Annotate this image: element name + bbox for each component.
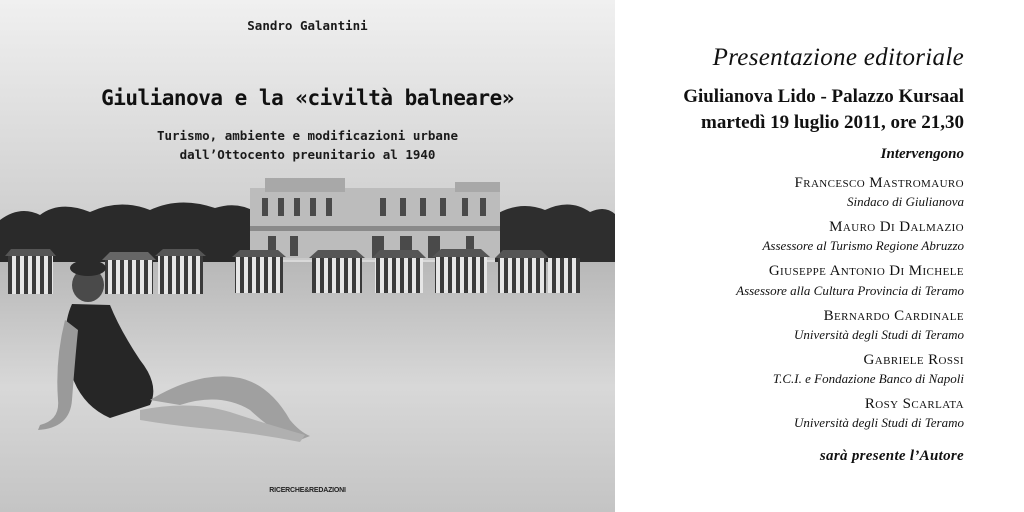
speaker-role: Università degli Studi di Teramo [794,415,964,430]
speaker-name: Bernardo Cardinale [823,308,964,324]
invitation-details [615,0,1024,512]
cover-title: Giulianova e la «civiltà balneare» [101,86,514,110]
villa-kursaal [250,178,500,258]
speaker-name: Giuseppe Antonio Di Michele [768,263,964,279]
cover-author: Sandro Galantini [247,18,368,33]
speaker-name: Rosy Scarlata [864,396,964,412]
publisher-logo: RICERCHE&REDAZIONI [269,487,346,494]
speakers-heading: Intervengono [880,146,964,162]
closing-note: sarà presente l’Autore [819,448,964,464]
speaker-name: Francesco Mastromauro [794,175,964,191]
speaker-name: Mauro Di Dalmazio [829,219,964,235]
speaker-name: Gabriele Rossi [863,352,964,368]
speaker-role: Università degli Studi di Teramo [794,327,964,342]
speaker-role: Assessore alla Cultura Provincia di Teramo [736,283,964,298]
cover-subtitle-line1: Turismo, ambiente e modificazioni urbane [156,128,459,143]
event-venue: Giulianova Lido - Palazzo Kursaal [683,86,964,107]
speaker-role: T.C.I. e Fondazione Banco di Napoli [772,371,964,386]
invitation-heading: Presentazione editoriale [712,44,964,71]
speaker-role: Assessore al Turismo Regione Abruzzo [762,238,964,253]
event-date-time: martedì 19 luglio 2011, ore 21,30 [701,112,964,133]
speaker-role: Sindaco di Giulianova [847,194,964,209]
cover-subtitle-line2: dall’Ottocento preunitario al 1940 [179,147,436,162]
